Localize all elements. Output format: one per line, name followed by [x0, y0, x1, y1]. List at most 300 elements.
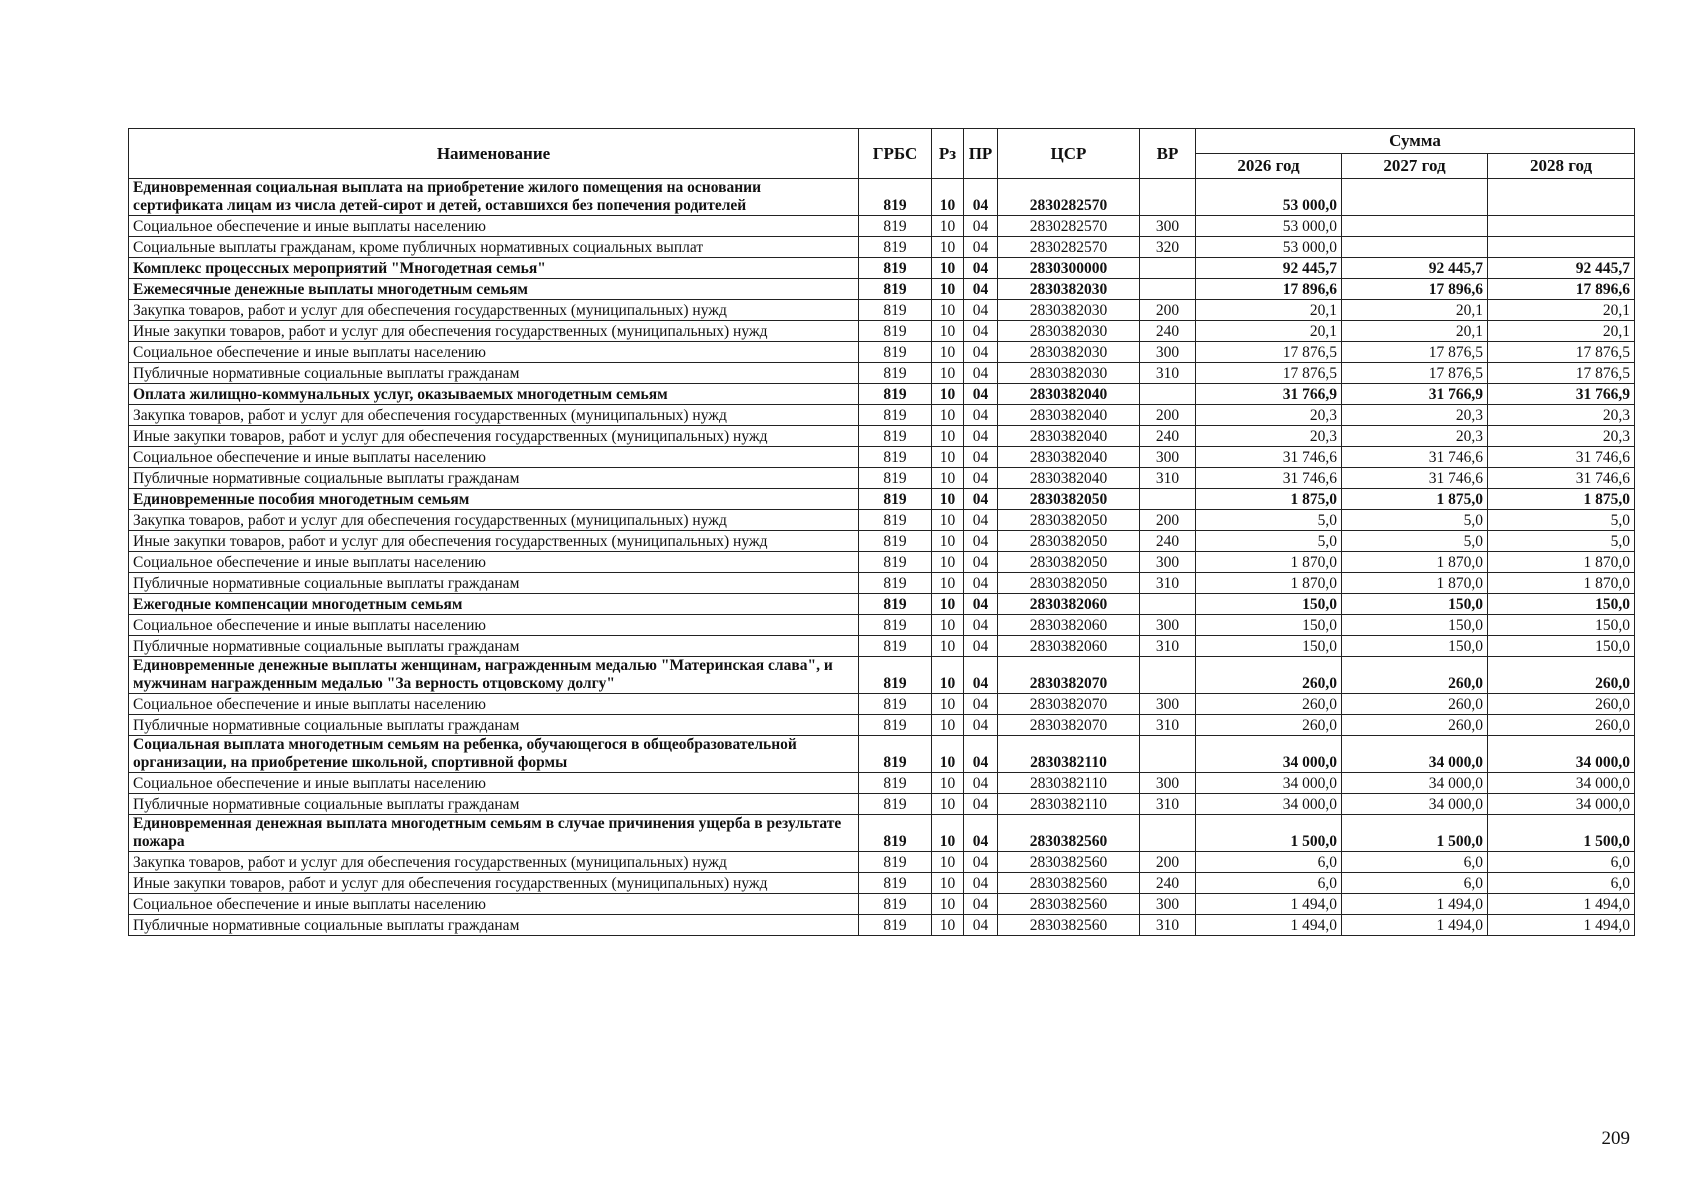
cell-pr: 04: [964, 852, 998, 873]
cell-2028: 1 875,0: [1488, 489, 1635, 510]
table-row: [129, 468, 1635, 489]
cell-name: Публичные нормативные социальные выплаты гражданам: [129, 468, 859, 489]
cell-grbs: 819: [859, 694, 932, 715]
cell-rz: 10: [932, 321, 964, 342]
cell-2027: 1 875,0: [1342, 489, 1488, 510]
cell-rz: 10: [932, 815, 964, 852]
cell-name: Комплекс процессных мероприятий "Многодетная семья": [129, 258, 859, 279]
cell-grbs: 819: [859, 715, 932, 736]
cell-2028: 31 746,6: [1488, 468, 1635, 489]
cell-name: Публичные нормативные социальные выплаты гражданам: [129, 363, 859, 384]
cell-2027: 5,0: [1342, 531, 1488, 552]
cell-grbs: 819: [859, 594, 932, 615]
cell-grbs: 819: [859, 657, 932, 694]
table-header: [129, 129, 1635, 179]
cell-name: Единовременные пособия многодетным семьям: [129, 489, 859, 510]
table-row: [129, 715, 1635, 736]
cell-2028: 150,0: [1488, 594, 1635, 615]
cell-2028: 150,0: [1488, 615, 1635, 636]
cell-2026: 31 746,6: [1196, 447, 1342, 468]
cell-2027: 17 896,6: [1342, 279, 1488, 300]
cell-grbs: 819: [859, 279, 932, 300]
cell-vr: 240: [1140, 531, 1196, 552]
cell-name: Единовременная социальная выплата на приобретение жилого помещения на основании сертификата лицам из числа детей-сирот и детей, оставшихся без попечения родителей: [129, 179, 859, 216]
cell-2026: 31 746,6: [1196, 468, 1342, 489]
cell-2027: 31 746,6: [1342, 468, 1488, 489]
cell-vr: [1140, 489, 1196, 510]
header-grbs: ГРБС: [859, 129, 932, 179]
cell-rz: 10: [932, 300, 964, 321]
cell-rz: 10: [932, 573, 964, 594]
cell-rz: 10: [932, 363, 964, 384]
cell-2026: 260,0: [1196, 715, 1342, 736]
table-row: [129, 615, 1635, 636]
cell-2028: 31 766,9: [1488, 384, 1635, 405]
cell-name: Ежемесячные денежные выплаты многодетным семьям: [129, 279, 859, 300]
cell-2028: 260,0: [1488, 694, 1635, 715]
cell-rz: 10: [932, 531, 964, 552]
cell-name: Закупка товаров, работ и услуг для обеспечения государственных (муниципальных) нужд: [129, 510, 859, 531]
table-row: [129, 552, 1635, 573]
cell-csr: 2830382050: [998, 552, 1140, 573]
cell-2026: 1 494,0: [1196, 894, 1342, 915]
cell-pr: 04: [964, 894, 998, 915]
cell-2026: 31 766,9: [1196, 384, 1342, 405]
cell-2028: 31 746,6: [1488, 447, 1635, 468]
cell-rz: 10: [932, 279, 964, 300]
cell-2028: 5,0: [1488, 531, 1635, 552]
cell-csr: 2830282570: [998, 237, 1140, 258]
cell-grbs: 819: [859, 489, 932, 510]
table-row: [129, 636, 1635, 657]
cell-rz: 10: [932, 636, 964, 657]
cell-vr: 300: [1140, 894, 1196, 915]
cell-2028: 1 870,0: [1488, 573, 1635, 594]
cell-name: Закупка товаров, работ и услуг для обеспечения государственных (муниципальных) нужд: [129, 405, 859, 426]
cell-pr: 04: [964, 694, 998, 715]
cell-vr: 200: [1140, 300, 1196, 321]
table-row: [129, 510, 1635, 531]
cell-name: Иные закупки товаров, работ и услуг для обеспечения государственных (муниципальных) нужд: [129, 426, 859, 447]
cell-pr: 04: [964, 736, 998, 773]
cell-vr: 240: [1140, 426, 1196, 447]
cell-grbs: 819: [859, 815, 932, 852]
cell-2026: 1 500,0: [1196, 815, 1342, 852]
header-csr: ЦСР: [998, 129, 1140, 179]
cell-pr: 04: [964, 468, 998, 489]
table-row: [129, 321, 1635, 342]
cell-grbs: 819: [859, 873, 932, 894]
cell-csr: 2830382060: [998, 615, 1140, 636]
table-row-section: [129, 657, 1635, 694]
cell-grbs: 819: [859, 573, 932, 594]
cell-grbs: 819: [859, 636, 932, 657]
table-row: [129, 405, 1635, 426]
cell-2026: 17 896,6: [1196, 279, 1342, 300]
cell-csr: 2830282570: [998, 216, 1140, 237]
cell-2028: 92 445,7: [1488, 258, 1635, 279]
cell-csr: 2830382030: [998, 342, 1140, 363]
cell-grbs: 819: [859, 894, 932, 915]
cell-pr: 04: [964, 657, 998, 694]
cell-2027: 5,0: [1342, 510, 1488, 531]
cell-csr: 2830382040: [998, 405, 1140, 426]
cell-csr: 2830382050: [998, 510, 1140, 531]
cell-2027: 20,3: [1342, 426, 1488, 447]
cell-name: Закупка товаров, работ и услуг для обеспечения государственных (муниципальных) нужд: [129, 852, 859, 873]
header-pr: ПР: [964, 129, 998, 179]
table-body: [129, 179, 1635, 936]
cell-pr: 04: [964, 510, 998, 531]
table-row-section: [129, 489, 1635, 510]
table-row: [129, 852, 1635, 873]
cell-pr: 04: [964, 489, 998, 510]
header-rz: Рз: [932, 129, 964, 179]
cell-vr: 300: [1140, 552, 1196, 573]
cell-2028: 34 000,0: [1488, 773, 1635, 794]
table-row: [129, 342, 1635, 363]
cell-pr: 04: [964, 815, 998, 852]
cell-csr: 2830300000: [998, 258, 1140, 279]
cell-2028: [1488, 237, 1635, 258]
cell-grbs: 819: [859, 615, 932, 636]
cell-pr: 04: [964, 258, 998, 279]
cell-rz: 10: [932, 405, 964, 426]
cell-2028: 6,0: [1488, 873, 1635, 894]
table-row: [129, 873, 1635, 894]
table-row-section: [129, 384, 1635, 405]
cell-pr: 04: [964, 715, 998, 736]
cell-name: Иные закупки товаров, работ и услуг для обеспечения государственных (муниципальных) нужд: [129, 531, 859, 552]
cell-2026: 17 876,5: [1196, 363, 1342, 384]
cell-csr: 2830382560: [998, 815, 1140, 852]
cell-2026: 5,0: [1196, 510, 1342, 531]
cell-pr: 04: [964, 915, 998, 936]
cell-vr: 310: [1140, 363, 1196, 384]
page-number: 209: [1601, 1128, 1630, 1149]
cell-csr: 2830382560: [998, 852, 1140, 873]
cell-pr: 04: [964, 321, 998, 342]
cell-2027: 6,0: [1342, 873, 1488, 894]
cell-csr: 2830382030: [998, 363, 1140, 384]
cell-csr: 2830382050: [998, 573, 1140, 594]
cell-pr: 04: [964, 447, 998, 468]
cell-2026: 1 870,0: [1196, 552, 1342, 573]
cell-vr: [1140, 594, 1196, 615]
cell-grbs: 819: [859, 300, 932, 321]
cell-2027: 31 746,6: [1342, 447, 1488, 468]
cell-csr: 2830382030: [998, 279, 1140, 300]
cell-pr: 04: [964, 636, 998, 657]
cell-vr: 310: [1140, 636, 1196, 657]
cell-vr: [1140, 258, 1196, 279]
cell-grbs: 819: [859, 794, 932, 815]
cell-2026: 34 000,0: [1196, 773, 1342, 794]
cell-2028: 260,0: [1488, 715, 1635, 736]
table-row-section: [129, 179, 1635, 216]
cell-grbs: 819: [859, 179, 932, 216]
cell-2027: 20,3: [1342, 405, 1488, 426]
cell-rz: 10: [932, 258, 964, 279]
cell-vr: 310: [1140, 915, 1196, 936]
cell-csr: 2830382040: [998, 384, 1140, 405]
table-row: [129, 694, 1635, 715]
cell-name: Социальные выплаты гражданам, кроме публичных нормативных социальных выплат: [129, 237, 859, 258]
cell-rz: 10: [932, 489, 964, 510]
cell-2027: 17 876,5: [1342, 363, 1488, 384]
cell-rz: 10: [932, 894, 964, 915]
table-row: [129, 237, 1635, 258]
cell-name: Публичные нормативные социальные выплаты гражданам: [129, 794, 859, 815]
cell-2028: 20,3: [1488, 426, 1635, 447]
cell-2026: 6,0: [1196, 852, 1342, 873]
cell-name: Закупка товаров, работ и услуг для обеспечения государственных (муниципальных) нужд: [129, 300, 859, 321]
table-row: [129, 216, 1635, 237]
cell-csr: 2830382560: [998, 894, 1140, 915]
cell-2027: 17 876,5: [1342, 342, 1488, 363]
cell-csr: 2830382560: [998, 915, 1140, 936]
cell-2028: 1 500,0: [1488, 815, 1635, 852]
cell-rz: 10: [932, 594, 964, 615]
cell-pr: 04: [964, 773, 998, 794]
cell-vr: [1140, 179, 1196, 216]
cell-vr: 300: [1140, 216, 1196, 237]
cell-grbs: 819: [859, 384, 932, 405]
cell-pr: 04: [964, 384, 998, 405]
cell-pr: 04: [964, 873, 998, 894]
cell-2027: [1342, 237, 1488, 258]
cell-vr: 240: [1140, 321, 1196, 342]
cell-pr: 04: [964, 342, 998, 363]
cell-csr: 2830382110: [998, 794, 1140, 815]
cell-2026: 34 000,0: [1196, 736, 1342, 773]
cell-csr: 2830382050: [998, 531, 1140, 552]
cell-2028: 150,0: [1488, 636, 1635, 657]
cell-csr: 2830382060: [998, 636, 1140, 657]
cell-csr: 2830382040: [998, 468, 1140, 489]
cell-vr: 310: [1140, 573, 1196, 594]
cell-rz: 10: [932, 773, 964, 794]
cell-2027: 34 000,0: [1342, 773, 1488, 794]
cell-grbs: 819: [859, 447, 932, 468]
cell-grbs: 819: [859, 321, 932, 342]
cell-name: Публичные нормативные социальные выплаты гражданам: [129, 915, 859, 936]
cell-grbs: 819: [859, 426, 932, 447]
cell-2028: 34 000,0: [1488, 736, 1635, 773]
cell-csr: 2830382030: [998, 321, 1140, 342]
cell-name: Публичные нормативные социальные выплаты гражданам: [129, 636, 859, 657]
cell-vr: 310: [1140, 468, 1196, 489]
cell-2027: 20,1: [1342, 321, 1488, 342]
cell-2027: 31 766,9: [1342, 384, 1488, 405]
cell-vr: 300: [1140, 447, 1196, 468]
cell-pr: 04: [964, 573, 998, 594]
cell-2028: 1 494,0: [1488, 915, 1635, 936]
cell-grbs: 819: [859, 852, 932, 873]
cell-2026: 20,3: [1196, 426, 1342, 447]
table-row: [129, 300, 1635, 321]
table-row: [129, 773, 1635, 794]
cell-2026: 20,3: [1196, 405, 1342, 426]
cell-2028: [1488, 216, 1635, 237]
cell-name: Иные закупки товаров, работ и услуг для обеспечения государственных (муниципальных) нужд: [129, 321, 859, 342]
cell-vr: [1140, 657, 1196, 694]
cell-2026: 260,0: [1196, 657, 1342, 694]
cell-2026: 260,0: [1196, 694, 1342, 715]
table-row-section: [129, 258, 1635, 279]
cell-rz: 10: [932, 852, 964, 873]
cell-2027: 1 870,0: [1342, 552, 1488, 573]
cell-rz: 10: [932, 510, 964, 531]
cell-csr: 2830382110: [998, 736, 1140, 773]
header-year-2027: 2027 год: [1342, 154, 1488, 179]
cell-2026: 1 494,0: [1196, 915, 1342, 936]
cell-pr: 04: [964, 794, 998, 815]
cell-grbs: 819: [859, 468, 932, 489]
cell-vr: [1140, 279, 1196, 300]
cell-2026: 20,1: [1196, 300, 1342, 321]
cell-2027: 34 000,0: [1342, 794, 1488, 815]
cell-grbs: 819: [859, 237, 932, 258]
table-row-section: [129, 736, 1635, 773]
cell-2027: 150,0: [1342, 636, 1488, 657]
cell-rz: 10: [932, 179, 964, 216]
cell-2027: 1 870,0: [1342, 573, 1488, 594]
cell-vr: 200: [1140, 405, 1196, 426]
cell-rz: 10: [932, 615, 964, 636]
cell-vr: 200: [1140, 852, 1196, 873]
cell-2026: 53 000,0: [1196, 216, 1342, 237]
cell-name: Социальное обеспечение и иные выплаты населению: [129, 216, 859, 237]
cell-csr: 2830382070: [998, 694, 1140, 715]
cell-csr: 2830382110: [998, 773, 1140, 794]
cell-name: Социальное обеспечение и иные выплаты населению: [129, 694, 859, 715]
cell-2028: 1 870,0: [1488, 552, 1635, 573]
cell-2026: 53 000,0: [1196, 237, 1342, 258]
cell-grbs: 819: [859, 216, 932, 237]
table-row: [129, 447, 1635, 468]
cell-vr: 240: [1140, 873, 1196, 894]
cell-rz: 10: [932, 736, 964, 773]
header-name: Наименование: [129, 129, 859, 179]
cell-name: Социальное обеспечение и иные выплаты населению: [129, 342, 859, 363]
cell-csr: 2830282570: [998, 179, 1140, 216]
cell-2027: 20,1: [1342, 300, 1488, 321]
cell-2026: 6,0: [1196, 873, 1342, 894]
cell-2028: 6,0: [1488, 852, 1635, 873]
cell-pr: 04: [964, 426, 998, 447]
cell-2027: 6,0: [1342, 852, 1488, 873]
cell-name: Публичные нормативные социальные выплаты гражданам: [129, 573, 859, 594]
cell-2028: 20,1: [1488, 321, 1635, 342]
header-vr: ВР: [1140, 129, 1196, 179]
cell-name: Социальное обеспечение и иные выплаты населению: [129, 552, 859, 573]
cell-2027: 260,0: [1342, 657, 1488, 694]
cell-rz: 10: [932, 342, 964, 363]
table-row-section: [129, 815, 1635, 852]
cell-2027: [1342, 179, 1488, 216]
cell-rz: 10: [932, 237, 964, 258]
cell-2028: 20,1: [1488, 300, 1635, 321]
cell-2026: 150,0: [1196, 594, 1342, 615]
cell-rz: 10: [932, 694, 964, 715]
cell-rz: 10: [932, 657, 964, 694]
table-row-section: [129, 279, 1635, 300]
cell-grbs: 819: [859, 531, 932, 552]
header-sum: Сумма: [1196, 129, 1635, 154]
cell-2028: 5,0: [1488, 510, 1635, 531]
cell-rz: 10: [932, 915, 964, 936]
cell-csr: 2830382040: [998, 447, 1140, 468]
cell-vr: 300: [1140, 694, 1196, 715]
cell-rz: 10: [932, 426, 964, 447]
table-row: [129, 573, 1635, 594]
cell-2028: 17 896,6: [1488, 279, 1635, 300]
cell-2026: 1 870,0: [1196, 573, 1342, 594]
cell-name: Единовременные денежные выплаты женщинам, награжденным медалью "Материнская слава", и мужчинам награжденным медалью "За верность отцовскому долгу": [129, 657, 859, 694]
cell-name: Публичные нормативные социальные выплаты гражданам: [129, 715, 859, 736]
cell-2028: [1488, 179, 1635, 216]
cell-pr: 04: [964, 615, 998, 636]
cell-pr: 04: [964, 279, 998, 300]
cell-vr: 200: [1140, 510, 1196, 531]
cell-name: Единовременная денежная выплата многодетным семьям в случае причинения ущерба в результате пожара: [129, 815, 859, 852]
cell-csr: 2830382070: [998, 657, 1140, 694]
cell-grbs: 819: [859, 736, 932, 773]
cell-2026: 92 445,7: [1196, 258, 1342, 279]
cell-grbs: 819: [859, 915, 932, 936]
cell-2026: 5,0: [1196, 531, 1342, 552]
cell-2027: 34 000,0: [1342, 736, 1488, 773]
cell-2026: 1 875,0: [1196, 489, 1342, 510]
cell-pr: 04: [964, 363, 998, 384]
cell-vr: 300: [1140, 773, 1196, 794]
table-row: [129, 363, 1635, 384]
table-row: [129, 531, 1635, 552]
cell-grbs: 819: [859, 258, 932, 279]
cell-pr: 04: [964, 216, 998, 237]
cell-vr: 300: [1140, 342, 1196, 363]
cell-pr: 04: [964, 531, 998, 552]
cell-grbs: 819: [859, 510, 932, 531]
cell-2026: 53 000,0: [1196, 179, 1342, 216]
cell-grbs: 819: [859, 363, 932, 384]
cell-2027: 260,0: [1342, 694, 1488, 715]
cell-name: Иные закупки товаров, работ и услуг для обеспечения государственных (муниципальных) нужд: [129, 873, 859, 894]
cell-name: Социальное обеспечение и иные выплаты населению: [129, 894, 859, 915]
cell-2027: 1 494,0: [1342, 915, 1488, 936]
cell-rz: 10: [932, 873, 964, 894]
cell-vr: 300: [1140, 615, 1196, 636]
cell-pr: 04: [964, 552, 998, 573]
table-row: [129, 915, 1635, 936]
cell-2027: [1342, 216, 1488, 237]
cell-csr: 2830382060: [998, 594, 1140, 615]
cell-vr: [1140, 736, 1196, 773]
table-row: [129, 794, 1635, 815]
cell-name: Социальная выплата многодетным семьям на ребенка, обучающегося в общеобразовательной организации, на приобретение школьной, спортивной формы: [129, 736, 859, 773]
cell-2028: 17 876,5: [1488, 342, 1635, 363]
cell-rz: 10: [932, 715, 964, 736]
cell-name: Ежегодные компенсации многодетным семьям: [129, 594, 859, 615]
cell-grbs: 819: [859, 552, 932, 573]
cell-2028: 17 876,5: [1488, 363, 1635, 384]
cell-vr: 310: [1140, 715, 1196, 736]
cell-2027: 1 494,0: [1342, 894, 1488, 915]
cell-2027: 1 500,0: [1342, 815, 1488, 852]
table-row: [129, 426, 1635, 447]
cell-pr: 04: [964, 405, 998, 426]
